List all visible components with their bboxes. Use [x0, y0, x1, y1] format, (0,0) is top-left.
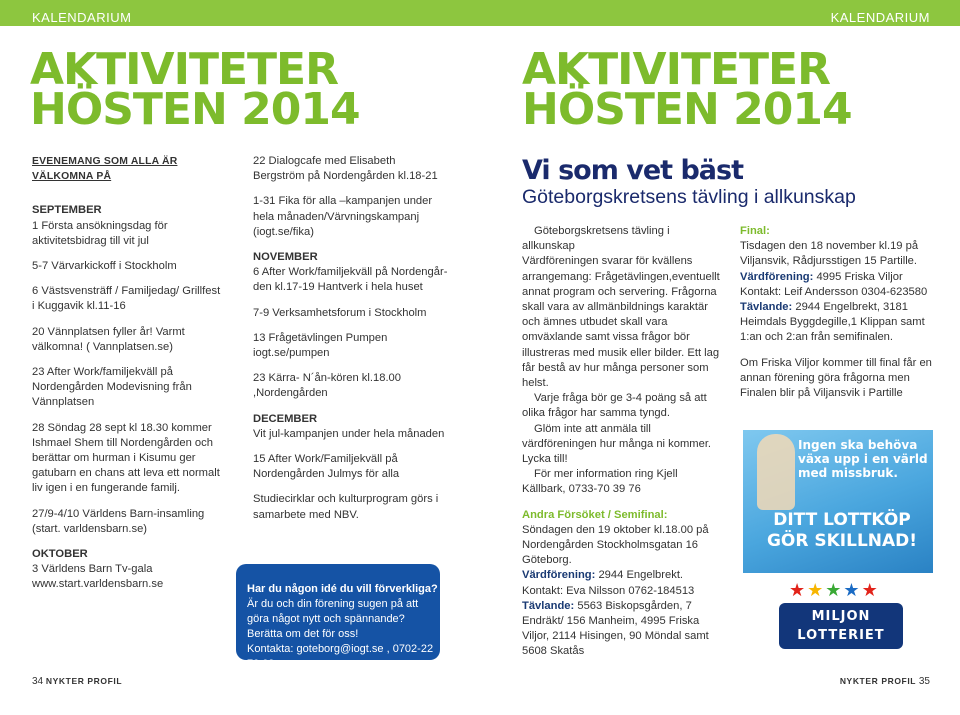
event-item: 1-31 Fika för alla –kampanjen under hela månaden/Värvningskampanj (iogt.se/fika): [253, 195, 433, 238]
final-contact: Kontakt: Leif Andersson 0304-623580: [740, 285, 928, 298]
ad-headline: DITT LOTTKÖP GÖR SKILLNAD!: [766, 510, 918, 551]
body-text: Glöm inte att anmäla till värdföreningen hur många ni kommer. Lycka till!: [522, 422, 712, 466]
event-item: 6 Västsvensträff / Familjedag/ Grillfest i Kuggavik kl.11-16: [32, 285, 221, 313]
final-note: Om Friska Viljor kommer till final får en annan förening göra frågorna men Finalen blir på Viljansvik i Partille: [740, 356, 932, 400]
semifinal-heading: Andra Försöket / Semifinal:: [522, 508, 668, 521]
event-item: Vit jul-kampanjen under hela månaden: [253, 427, 445, 440]
intro-text: Värdföreningen svarar för kvällens arrangemang: Frågetävlingen,eventuellt annat program och servering. Frågorna skall vara av allmänbildnings karaktär och ämnes utbudet skall vara omväxlande samt vissa frågor bör illustreras med musik eller bilder. Ett lag får bestå av hur många personer som helst.: [522, 255, 720, 390]
event-item: 5-7 Värvarkickoff i Stockholm: [32, 260, 177, 273]
logo-wordmark: MILJON LOTTERIET: [779, 603, 903, 649]
page-number: 34: [32, 676, 44, 687]
event-item: 23 Kärra- N´ån-kören kl.18.00 ,Nordengården: [253, 372, 401, 400]
magazine-name: NYKTER PROFIL: [45, 676, 123, 686]
info-box-title: Har du någon idé du vill förverkliga?: [247, 583, 438, 595]
event-item: 3 Världens Barn Tv-gala www.start.varldensbarn.se: [32, 563, 164, 591]
idea-info-box: [236, 564, 440, 670]
info-box-text: Berätta om det för oss!: [247, 628, 359, 640]
event-item: 7-9 Verksamhetsforum i Stockholm: [253, 306, 427, 319]
semifinal-teams: Tävlande: 5563 Biskopsgården, 7 Endräkt/ 156 Manheim, 4995 Friska Viljor, 2114 Hisingen, 90 Möndal samt 5608 Skatås: [522, 599, 709, 658]
event-item: 13 Frågetävlingen Pumpen iogt.se/pumpen: [253, 331, 388, 360]
september-heading: SEPTEMBER: [32, 204, 102, 217]
october-heading: OKTOBER: [32, 548, 88, 561]
stars-icon: ★★★★★: [789, 580, 880, 600]
body-text: Varje fråga bör ge 3-4 poäng så att olika frågor har samma tyngd.: [522, 392, 707, 420]
info-box-text: Är du och din förening sugen på att göra något nytt och spännande?: [247, 598, 419, 625]
child-figure: [757, 434, 795, 510]
quiz-title: Vi som vet bäst: [522, 155, 743, 186]
semifinal-contact: Kontakt: Eva Nilsson 0762-184513: [522, 584, 695, 597]
event-item: 23 After Work/familjekväll på Nordengården Modevisning från Vännplatsen: [32, 366, 192, 409]
quiz-subtitle: Göteborgskretsens tävling i allkunskap: [522, 186, 856, 208]
header-bar: [480, 0, 960, 26]
event-item: 1 Första ansökningsdag för aktivitetsbidrag till vit jul: [32, 219, 168, 247]
semifinal-text: Söndagen den 19 oktober kl.18.00 på Nordengården Stockholmsgatan 16 Göteborg.: [522, 523, 709, 567]
page-title: AKTIVITETER HÖSTEN 2014: [522, 44, 852, 135]
semifinal-host: Värdförening: 2944 Engelbrekt.: [522, 569, 684, 582]
final-host: Värdförening: 4995 Friska Viljor: [740, 270, 903, 283]
section-label: KALENDARIUM: [32, 10, 132, 25]
miljonlotteriet-logo: [769, 579, 913, 653]
ad-slogan: Ingen ska behöva växa upp i en värld med missbruk.: [798, 438, 928, 480]
final-heading: Final:: [740, 225, 770, 237]
event-item: 22 Dialogcafe med Elisabeth Bergström på Nordengården kl.18-21: [253, 155, 438, 183]
event-item: 15 After Work/Familjekväll på Nordengården Julmys för alla: [253, 453, 400, 481]
final-teams: Tävlande: 2944 Engelbrekt, 3181 Heimdals Byggdegille,1 Klippan samt 1:an och 2:an från semifinalen.: [740, 301, 925, 344]
quiz-column-1: [522, 224, 722, 660]
page-title: AKTIVITETER HÖSTEN 2014: [30, 44, 360, 135]
event-item: 27/9-4/10 Världens Barn-insamling (start. varldensbarn.se): [32, 507, 205, 535]
calendar-column-1: [32, 154, 222, 603]
right-page: [480, 0, 960, 715]
december-heading: DECEMBER: [253, 412, 318, 425]
page-number: 35: [918, 676, 930, 687]
event-item: Studiecirklar och kulturprogram görs i samarbete med NBV.: [253, 493, 439, 521]
magazine-name: NYKTER PROFIL: [839, 676, 917, 686]
event-item: 20 Vännplatsen fyller år! Varmt välkomna! ( Vannplatsen.se): [32, 325, 185, 353]
calendar-column-2: [253, 154, 448, 533]
footer-right: [840, 676, 930, 687]
footer-left: [32, 676, 122, 687]
event-item: 28 Söndag 28 sept kl 18.30 kommer Ishmael Shem till Nordengården och berättar om hurman i Kisumu ger gatubarn en chans att leva ett normalt liv igen i en fungerande familj.: [32, 421, 220, 495]
section-label: KALENDARIUM: [830, 10, 930, 25]
november-heading: NOVEMBER: [253, 251, 318, 264]
body-text: För mer information ring Kjell Källbark, 0733-70 39 76: [522, 468, 678, 496]
events-heading: EVENEMANG SOM ALLA ÄR VÄLKOMNA PÅ: [32, 156, 178, 183]
lottery-ad-image: [743, 430, 933, 573]
quiz-column-2: [740, 224, 935, 411]
event-item: 6 After Work/familjekväll på Nordengården kl.17-19 Hantverk i hela huset: [253, 266, 448, 294]
header-bar: [0, 0, 480, 26]
info-box-contact: Kontakta: goteborg@iogt.se , 0702-22 70 09: [247, 643, 434, 670]
final-text: Tisdagen den 18 november kl.19 på Viljansvik, Rådjursstigen 15 Partille.: [740, 240, 919, 268]
intro-line: Göteborgskretsens tävling i allkunskap: [522, 225, 670, 253]
